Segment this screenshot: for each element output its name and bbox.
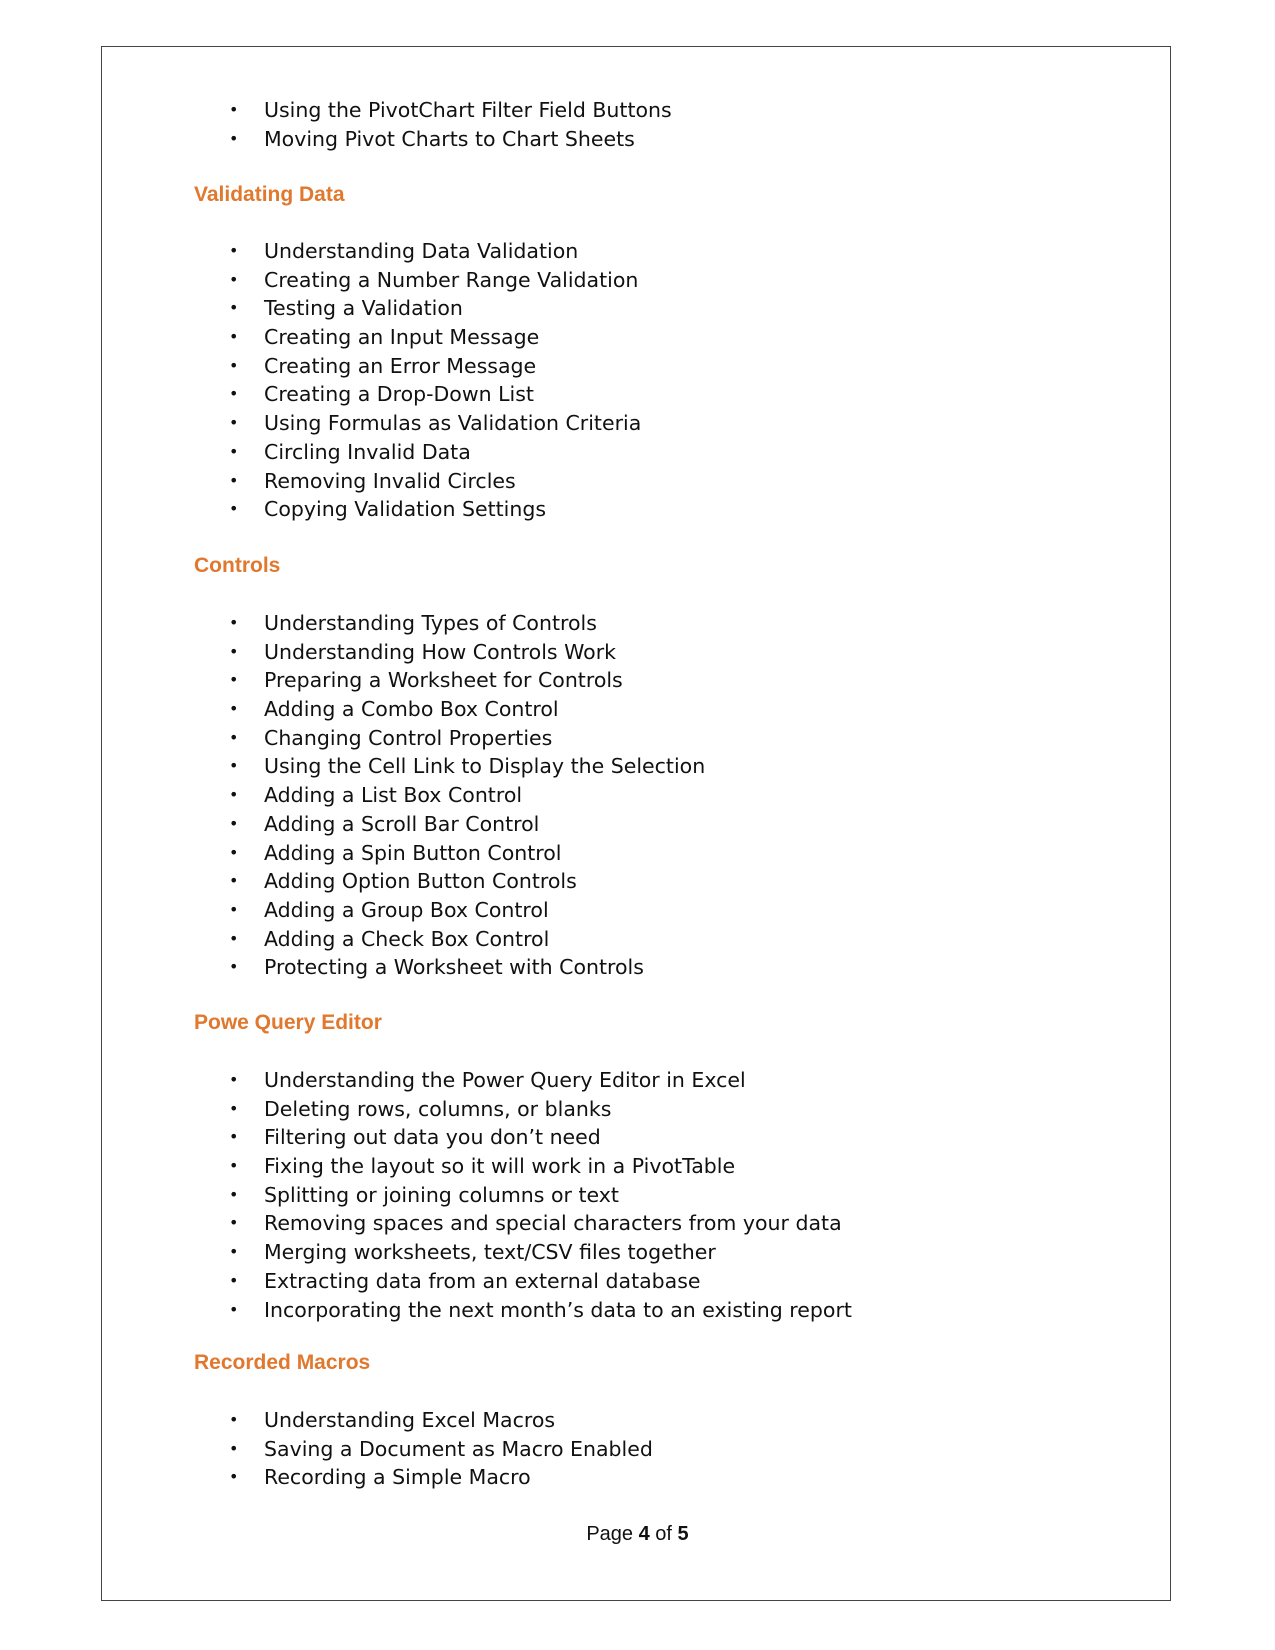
section-heading: Recorded Macros [194, 1351, 371, 1374]
bullet-list [0, 1066, 1275, 1324]
list-item: • Removing spaces and special characters from your data [229, 1211, 842, 1236]
list-item: • Preparing a Worksheet for Controls [229, 668, 623, 693]
list-item: • Adding Option Button Controls [229, 869, 577, 894]
list-item: • Saving a Document as Macro Enabled [229, 1436, 653, 1461]
list-item: • Understanding Excel Macros [229, 1408, 556, 1432]
list-item: • Adding a Check Box Control [229, 926, 550, 951]
list-item: • Protecting a Worksheet with Controls [229, 955, 644, 980]
list-item: • Understanding Data Validation [229, 239, 579, 263]
current-page-number: 4 [638, 1523, 650, 1545]
list-item: • Understanding the Power Query Editor in Excel [229, 1068, 746, 1092]
list-item: • Removing Invalid Circles [229, 468, 516, 493]
list-item: • Changing Control Properties [229, 725, 553, 750]
list-item: • Using Formulas as Validation Criteria [229, 411, 642, 436]
section-heading: Powe Query Editor [194, 1011, 382, 1034]
list-item: • Understanding How Controls Work [229, 639, 617, 664]
bullet-list [0, 237, 1275, 524]
list-item: • Splitting or joining columns or text [229, 1182, 619, 1207]
bullet-list [0, 1406, 1275, 1492]
footer-prefix: Page [586, 1523, 634, 1545]
list-item: • Understanding Types of Controls [229, 611, 597, 635]
page-number-footer [0, 1523, 1275, 1546]
total-page-count: 5 [677, 1523, 689, 1545]
section-heading: Controls [194, 554, 281, 577]
list-item: • Using the PivotChart Filter Field Buttons [229, 98, 672, 122]
list-item: • Copying Validation Settings [229, 497, 547, 522]
list-item: • Creating a Drop-Down List [229, 382, 534, 407]
list-item: • Creating an Input Message [229, 325, 540, 350]
list-item: • Adding a Combo Box Control [229, 697, 559, 722]
list-item: • Merging worksheets, text/CSV files together [229, 1240, 716, 1265]
list-item: • Adding a Scroll Bar Control [229, 811, 540, 836]
list-item: • Using the Cell Link to Display the Selection [229, 754, 706, 779]
list-item: • Creating a Number Range Validation [229, 267, 639, 292]
bullet-list [0, 96, 1275, 153]
list-item: • Adding a Spin Button Control [229, 840, 562, 865]
bullet-list [0, 609, 1275, 982]
list-item: • Testing a Validation [229, 296, 463, 321]
list-item: • Fixing the layout so it will work in a PivotTable [229, 1154, 736, 1179]
list-item: • Extracting data from an external database [229, 1268, 701, 1293]
list-item: • Adding a List Box Control [229, 783, 523, 808]
section-heading: Validating Data [194, 183, 345, 206]
list-item: • Filtering out data you don’t need [229, 1125, 601, 1150]
list-item: • Deleting rows, columns, or blanks [229, 1096, 612, 1121]
list-item: • Adding a Group Box Control [229, 897, 549, 922]
list-item: • Incorporating the next month’s data to an existing report [229, 1297, 852, 1322]
list-item: • Creating an Error Message [229, 353, 537, 378]
list-item: • Recording a Simple Macro [229, 1465, 531, 1490]
list-item: • Circling Invalid Data [229, 439, 471, 464]
list-item: • Moving Pivot Charts to Chart Sheets [229, 126, 635, 151]
footer-of: of [655, 1523, 672, 1545]
